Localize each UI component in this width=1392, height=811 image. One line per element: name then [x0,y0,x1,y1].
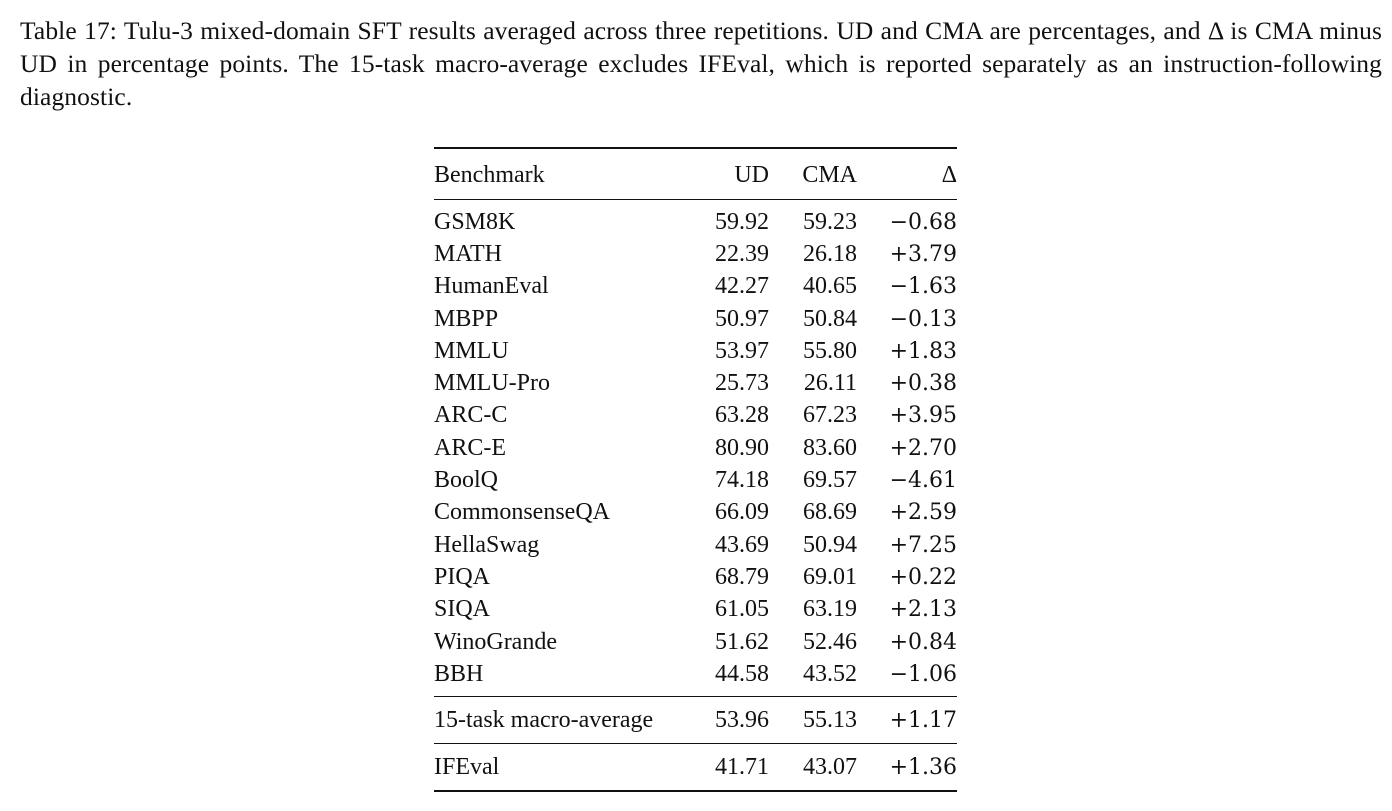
caption-text: Table 17: Tulu-3 mixed-domain SFT results averaged across three repetitions. UD and CMA are percentages, and Δ is CMA minus UD in percentage points. The 15-task macro-average excludes IFEval, which is reported separately as an instruction-following diagnostic. [20,16,1382,111]
table-row [434,626,957,658]
cma-cell: 52.46 [803,628,857,655]
ud-cell: 68.79 [715,563,769,590]
ifeval-label: IFEval [434,753,500,780]
ifeval-delta: +1.36 [889,754,957,780]
benchmark-cell: PIQA [434,563,491,590]
delta-cell: −1.06 [889,661,957,687]
benchmark-cell: GSM8K [434,208,516,235]
delta-cell: +0.22 [889,564,957,590]
delta-cell: +1.83 [889,338,957,364]
ud-cell: 59.92 [715,208,769,235]
ifeval-cma: 43.07 [803,753,857,780]
table-row [434,367,957,399]
benchmark-cell: CommonsenseQA [434,499,610,526]
benchmark-cell: BBH [434,660,484,687]
table-row [434,464,957,496]
cma-cell: 26.18 [803,240,857,267]
macro-average-cma: 55.13 [803,706,857,733]
benchmark-cell: SIQA [434,596,491,623]
table-row [434,432,957,464]
cma-cell: 50.84 [803,305,857,332]
table-row [434,497,957,529]
macro-average-delta: +1.17 [889,707,957,733]
ud-cell: 63.28 [715,402,769,429]
benchmark-cell: WinoGrande [434,628,557,655]
table-row [434,658,957,697]
ifeval-row [434,744,957,792]
header-cma: CMA [802,161,857,188]
ud-cell: 50.97 [715,305,769,332]
ud-cell: 51.62 [715,628,769,655]
cma-cell: 40.65 [803,273,857,300]
delta-cell: +2.13 [889,597,957,623]
table-row [434,529,957,561]
header-benchmark: Benchmark [434,161,545,188]
results-table-container [434,147,957,792]
benchmark-cell: HellaSwag [434,531,540,558]
ud-cell: 22.39 [715,240,769,267]
ud-cell: 74.18 [715,467,769,494]
cma-cell: 69.57 [803,467,857,494]
cma-cell: 59.23 [803,208,857,235]
table-row [434,238,957,270]
benchmark-cell: MBPP [434,305,499,332]
ud-cell: 61.05 [715,596,769,623]
delta-cell: +7.25 [889,532,957,558]
cma-cell: 68.69 [803,499,857,526]
cma-cell: 67.23 [803,402,857,429]
macro-average-ud: 53.96 [715,706,769,733]
delta-cell: −1.63 [889,274,957,300]
ud-cell: 25.73 [715,370,769,397]
delta-cell: +3.95 [889,403,957,429]
macro-average-row [434,697,957,744]
benchmark-cell: MMLU-Pro [434,370,551,397]
table-header-row [434,148,957,200]
ud-cell: 80.90 [715,434,769,461]
ud-cell: 44.58 [715,660,769,687]
ud-cell: 66.09 [715,499,769,526]
benchmark-cell: HumanEval [434,273,549,300]
table-row [434,400,957,432]
table-row [434,303,957,335]
ifeval-ud: 41.71 [715,753,769,780]
benchmark-cell: ARC-E [434,434,506,461]
results-table [434,147,957,792]
benchmark-cell: BoolQ [434,467,499,494]
benchmark-cell: ARC-C [434,402,508,429]
delta-cell: −0.68 [889,209,957,235]
benchmark-cell: MATH [434,240,503,267]
cma-cell: 63.19 [803,596,857,623]
delta-cell: −0.13 [889,306,957,332]
delta-cell: +3.79 [889,241,957,267]
ud-cell: 42.27 [715,273,769,300]
cma-cell: 50.94 [803,531,857,558]
table-row [434,594,957,626]
delta-cell: +2.59 [889,500,957,526]
delta-cell: +2.70 [889,435,957,461]
benchmark-cell: MMLU [434,337,509,364]
cma-cell: 55.80 [803,337,857,364]
header-ud: UD [734,161,769,188]
cma-cell: 43.52 [803,660,857,687]
table-row [434,561,957,593]
table-row [434,335,957,367]
cma-cell: 69.01 [803,563,857,590]
table-row [434,200,957,239]
table-caption [20,14,1382,113]
delta-cell: −4.61 [889,468,957,494]
header-delta: Δ [941,161,957,188]
table-row [434,271,957,303]
delta-cell: +0.84 [889,629,957,655]
cma-cell: 83.60 [803,434,857,461]
table-body [434,200,957,697]
delta-cell: +0.38 [889,371,957,397]
macro-average-label: 15-task macro-average [434,706,654,733]
ud-cell: 43.69 [715,531,769,558]
cma-cell: 26.11 [803,370,857,397]
ud-cell: 53.97 [715,337,769,364]
